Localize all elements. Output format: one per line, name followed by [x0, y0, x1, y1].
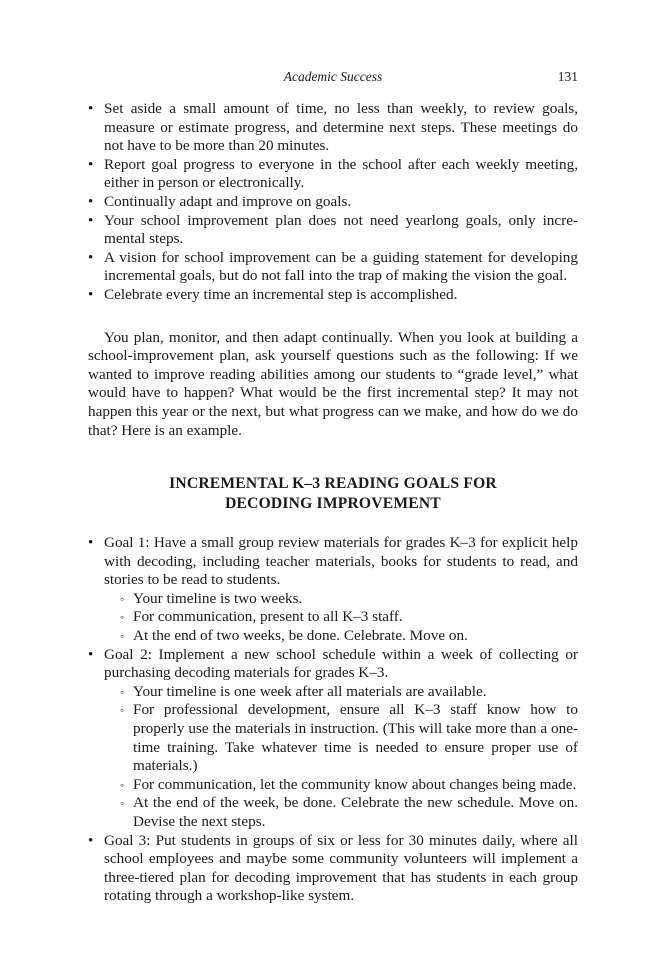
list-item: • Your school improvement plan does not need yearlong goals, only incre-mental steps.: [88, 212, 578, 249]
page-header: [88, 67, 578, 87]
sub-list-item: ◦ Your timeline is two weeks.: [104, 590, 578, 609]
list-item: • Set aside a small amount of time, no less than weekly, to review goals, measure or estimate progress, and determine next steps. These meetings do not have to be more than 20 minutes.: [88, 100, 578, 156]
list-item: • Continually adapt and improve on goals.: [88, 193, 578, 212]
list-item: • Celebrate every time an incremental step is accomplished.: [88, 286, 578, 305]
section-heading: [88, 474, 578, 514]
list-item: • Report goal progress to everyone in the school after each weekly meeting, either in person or electronically.: [88, 156, 578, 193]
goal-item: [88, 646, 578, 832]
goal-item: [88, 832, 578, 906]
goal-text: Goal 3: Put students in groups of six or less for 30 minutes daily, where all school employees and maybe some community volunteers will implement a three-tiered plan for decoding improvement that has students in each group rotating through a workshop-like system.: [104, 831, 578, 905]
bullet-list: [88, 100, 578, 305]
goal-text: Goal 1: Have a small group review materials for grades K–3 for explicit help with decoding, including teacher materials, books for students to read, and stories to be read to students.: [104, 534, 578, 589]
goal-sub-list: [104, 683, 578, 832]
page-number: 131: [557, 69, 578, 84]
body-paragraph: You plan, monitor, and then adapt continually. When you look at building a school-improvement plan, ask yourself questions such as the following: If we wanted to improve reading abilities among our students to “grade level,” what would have to happen? What would be the first incremental step? It may not happen this year or the next, but what progress can we make, and how do we do that? Here is an example.: [88, 328, 578, 439]
running-title: Academic Success: [283, 69, 383, 84]
goal-sub-list: [104, 590, 578, 646]
sub-list-item: ◦ At the end of two weeks, be done. Celebrate. Move on.: [104, 627, 578, 646]
goal-list: [88, 534, 578, 906]
sub-list-item: ◦ At the end of the week, be done. Celebrate the new schedule. Move on. Devise the next steps.: [104, 794, 578, 831]
goal-text: Goal 2: Implement a new school schedule within a week of collecting or purchasing decoding materials for grades K–3.: [104, 645, 578, 682]
section-heading-line: INCREMENTAL K–3 READING GOALS FOR: [169, 475, 497, 493]
page-body: [88, 100, 578, 906]
sub-list-item: ◦ For communication, present to all K–3 staff.: [104, 608, 578, 627]
sub-list-item: ◦ For communication, let the community know about changes being made.: [104, 776, 578, 795]
goal-item: [88, 534, 578, 646]
section-heading-line: DECODING IMPROVEMENT: [225, 495, 441, 513]
sub-list-item: ◦ For professional development, ensure all K–3 staff know how to properly use the materials in instruction. (This will take more than a one-time training. Take whatever time is needed to ensure proper use of materials.): [104, 701, 578, 775]
sub-list-item: ◦ Your timeline is one week after all materials are available.: [104, 683, 578, 702]
list-item: • A vision for school improvement can be a guiding statement for developing incremental goals, but do not fall into the trap of making the vision the goal.: [88, 249, 578, 286]
